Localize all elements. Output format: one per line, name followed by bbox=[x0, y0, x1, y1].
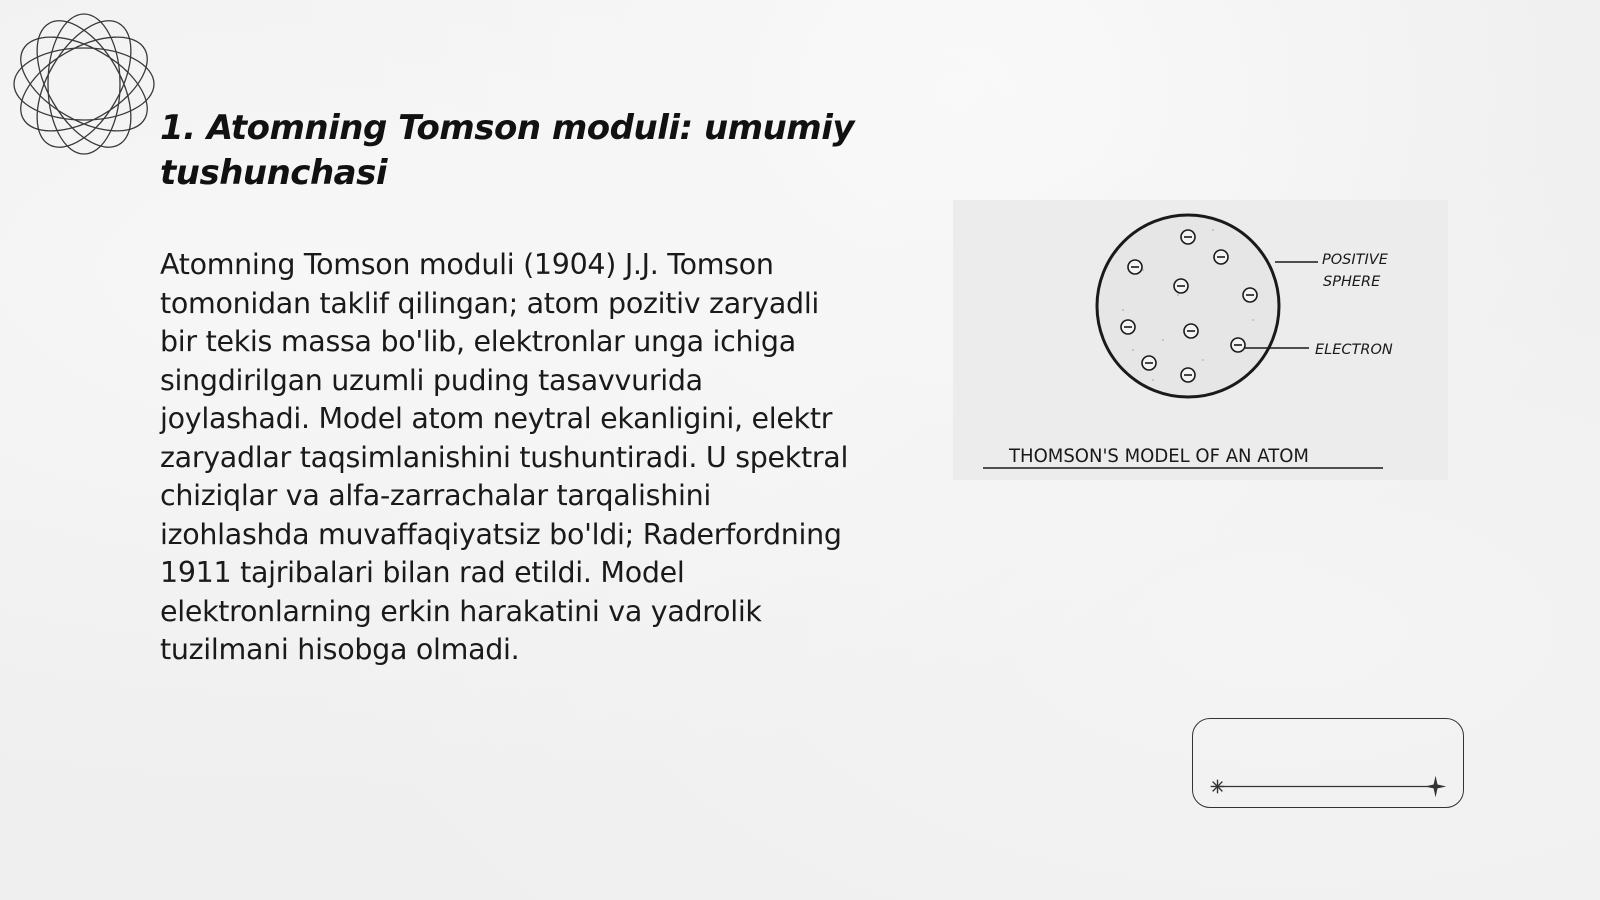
rounded-frame-icon bbox=[1192, 718, 1464, 808]
electron bbox=[1184, 324, 1198, 338]
electron bbox=[1243, 288, 1257, 302]
four-point-star-icon bbox=[1425, 776, 1447, 798]
thomson-model-drawing bbox=[953, 200, 1448, 480]
orbit-rosette-icon bbox=[10, 10, 158, 158]
positive-label-line2: SPHERE bbox=[1323, 274, 1381, 290]
positive-label-line1: POSITIVE bbox=[1322, 252, 1388, 268]
electron-label: ELECTRON bbox=[1315, 342, 1393, 358]
slide-body-text: Atomning Tomson moduli (1904) J.J. Tomson tomonidan taklif qilingan; atom pozitiv zaryadli bir tekis massa bo'lib, elektronlar unga ichiga singdirilgan uzumli puding tasavvurida joylashadi. Model atom neytral ekanligini, elektr zaryadlar taqsimlanishini tushuntiradi. U spektral chiziqlar va alfa-zarrachalar tarqalishini izohlashda muvaffaqiyatsiz bo'ldi; Raderfordning 1911 tajribalari bilan rad etildi. Model elektronlarning erkin harakatini va yadrolik tuzilmani hisobga olmadi. bbox=[160, 248, 849, 666]
electron bbox=[1181, 230, 1195, 244]
electron bbox=[1142, 356, 1156, 370]
frame-line-decoration bbox=[1193, 719, 1463, 807]
electron bbox=[1231, 338, 1245, 352]
slide-title: 1. Atomning Tomson moduli: umumiy tushunchasi bbox=[160, 108, 855, 193]
electron bbox=[1121, 320, 1135, 334]
electron bbox=[1128, 260, 1142, 274]
electron bbox=[1181, 368, 1195, 382]
electron bbox=[1214, 250, 1228, 264]
thomson-model-figure bbox=[953, 200, 1448, 480]
electron bbox=[1174, 279, 1188, 293]
sparkle-icon bbox=[1211, 780, 1225, 794]
figure-caption: THOMSON'S MODEL OF AN ATOM bbox=[1008, 445, 1309, 467]
